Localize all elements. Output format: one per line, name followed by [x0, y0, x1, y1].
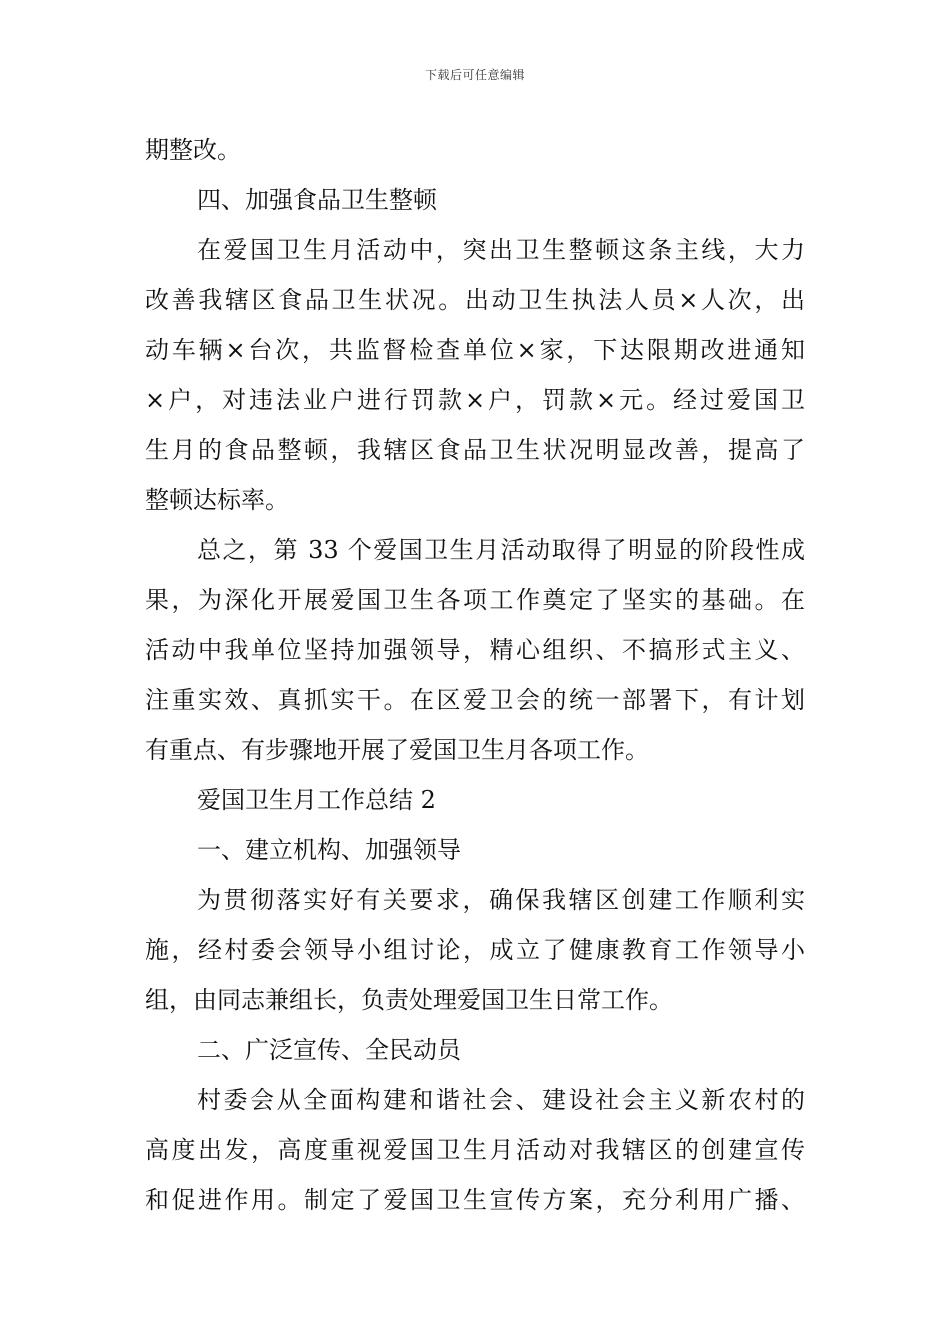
text-line: 动车辆×台次，共监督检查单位×家，下达限期改进通知: [145, 336, 805, 364]
page-header: 下载后可任意编辑: [424, 68, 525, 82]
text-line: 村委会从全面构建和谐社会、建设社会主义新农村的: [197, 1086, 805, 1114]
text-line: 组，由同志兼组长，负责处理爱国卫生日常工作。: [145, 986, 673, 1014]
text-line: 和促进作用。制定了爱国卫生宣传方案，充分利用广播、: [145, 1186, 805, 1214]
text-line: 有重点、有步骤地开展了爱国卫生月各项工作。: [145, 736, 649, 764]
section-heading: 四、加强食品卫生整顿: [197, 186, 437, 214]
text-line: 改善我辖区食品卫生状况。出动卫生执法人员×人次，出: [145, 286, 805, 314]
text-line: 为贯彻落实好有关要求，确保我辖区创建工作顺利实: [197, 886, 805, 914]
text-line: ×户，对违法业户进行罚款×户，罚款×元。经过爱国卫: [145, 386, 805, 414]
text-line: 总之，第 33 个爱国卫生月活动取得了明显的阶段性成: [197, 536, 805, 564]
text-line: 期整改。: [145, 136, 241, 164]
text-line: 注重实效、真抓实干。在区爱卫会的统一部署下，有计划: [145, 686, 805, 714]
text-line: 高度出发，高度重视爱国卫生月活动对我辖区的创建宣传: [145, 1136, 805, 1164]
text-line: 生月的食品整顿，我辖区食品卫生状况明显改善，提高了: [145, 436, 805, 464]
document-body: [145, 125, 805, 1225]
section-heading: 二、广泛宣传、全民动员: [197, 1036, 461, 1064]
text-line: 活动中我单位坚持加强领导，精心组织、不搞形式主义、: [145, 636, 805, 664]
section-heading: 一、建立机构、加强领导: [197, 836, 461, 864]
text-line: 在爱国卫生月活动中，突出卫生整顿这条主线，大力: [197, 236, 805, 264]
text-line: 整顿达标率。: [145, 486, 289, 514]
document-subtitle: 爱国卫生月工作总结 2: [197, 786, 436, 814]
text-line: 施，经村委会领导小组讨论，成立了健康教育工作领导小: [145, 936, 805, 964]
text-line: 果，为深化开展爱国卫生各项工作奠定了坚实的基础。在: [145, 586, 805, 614]
